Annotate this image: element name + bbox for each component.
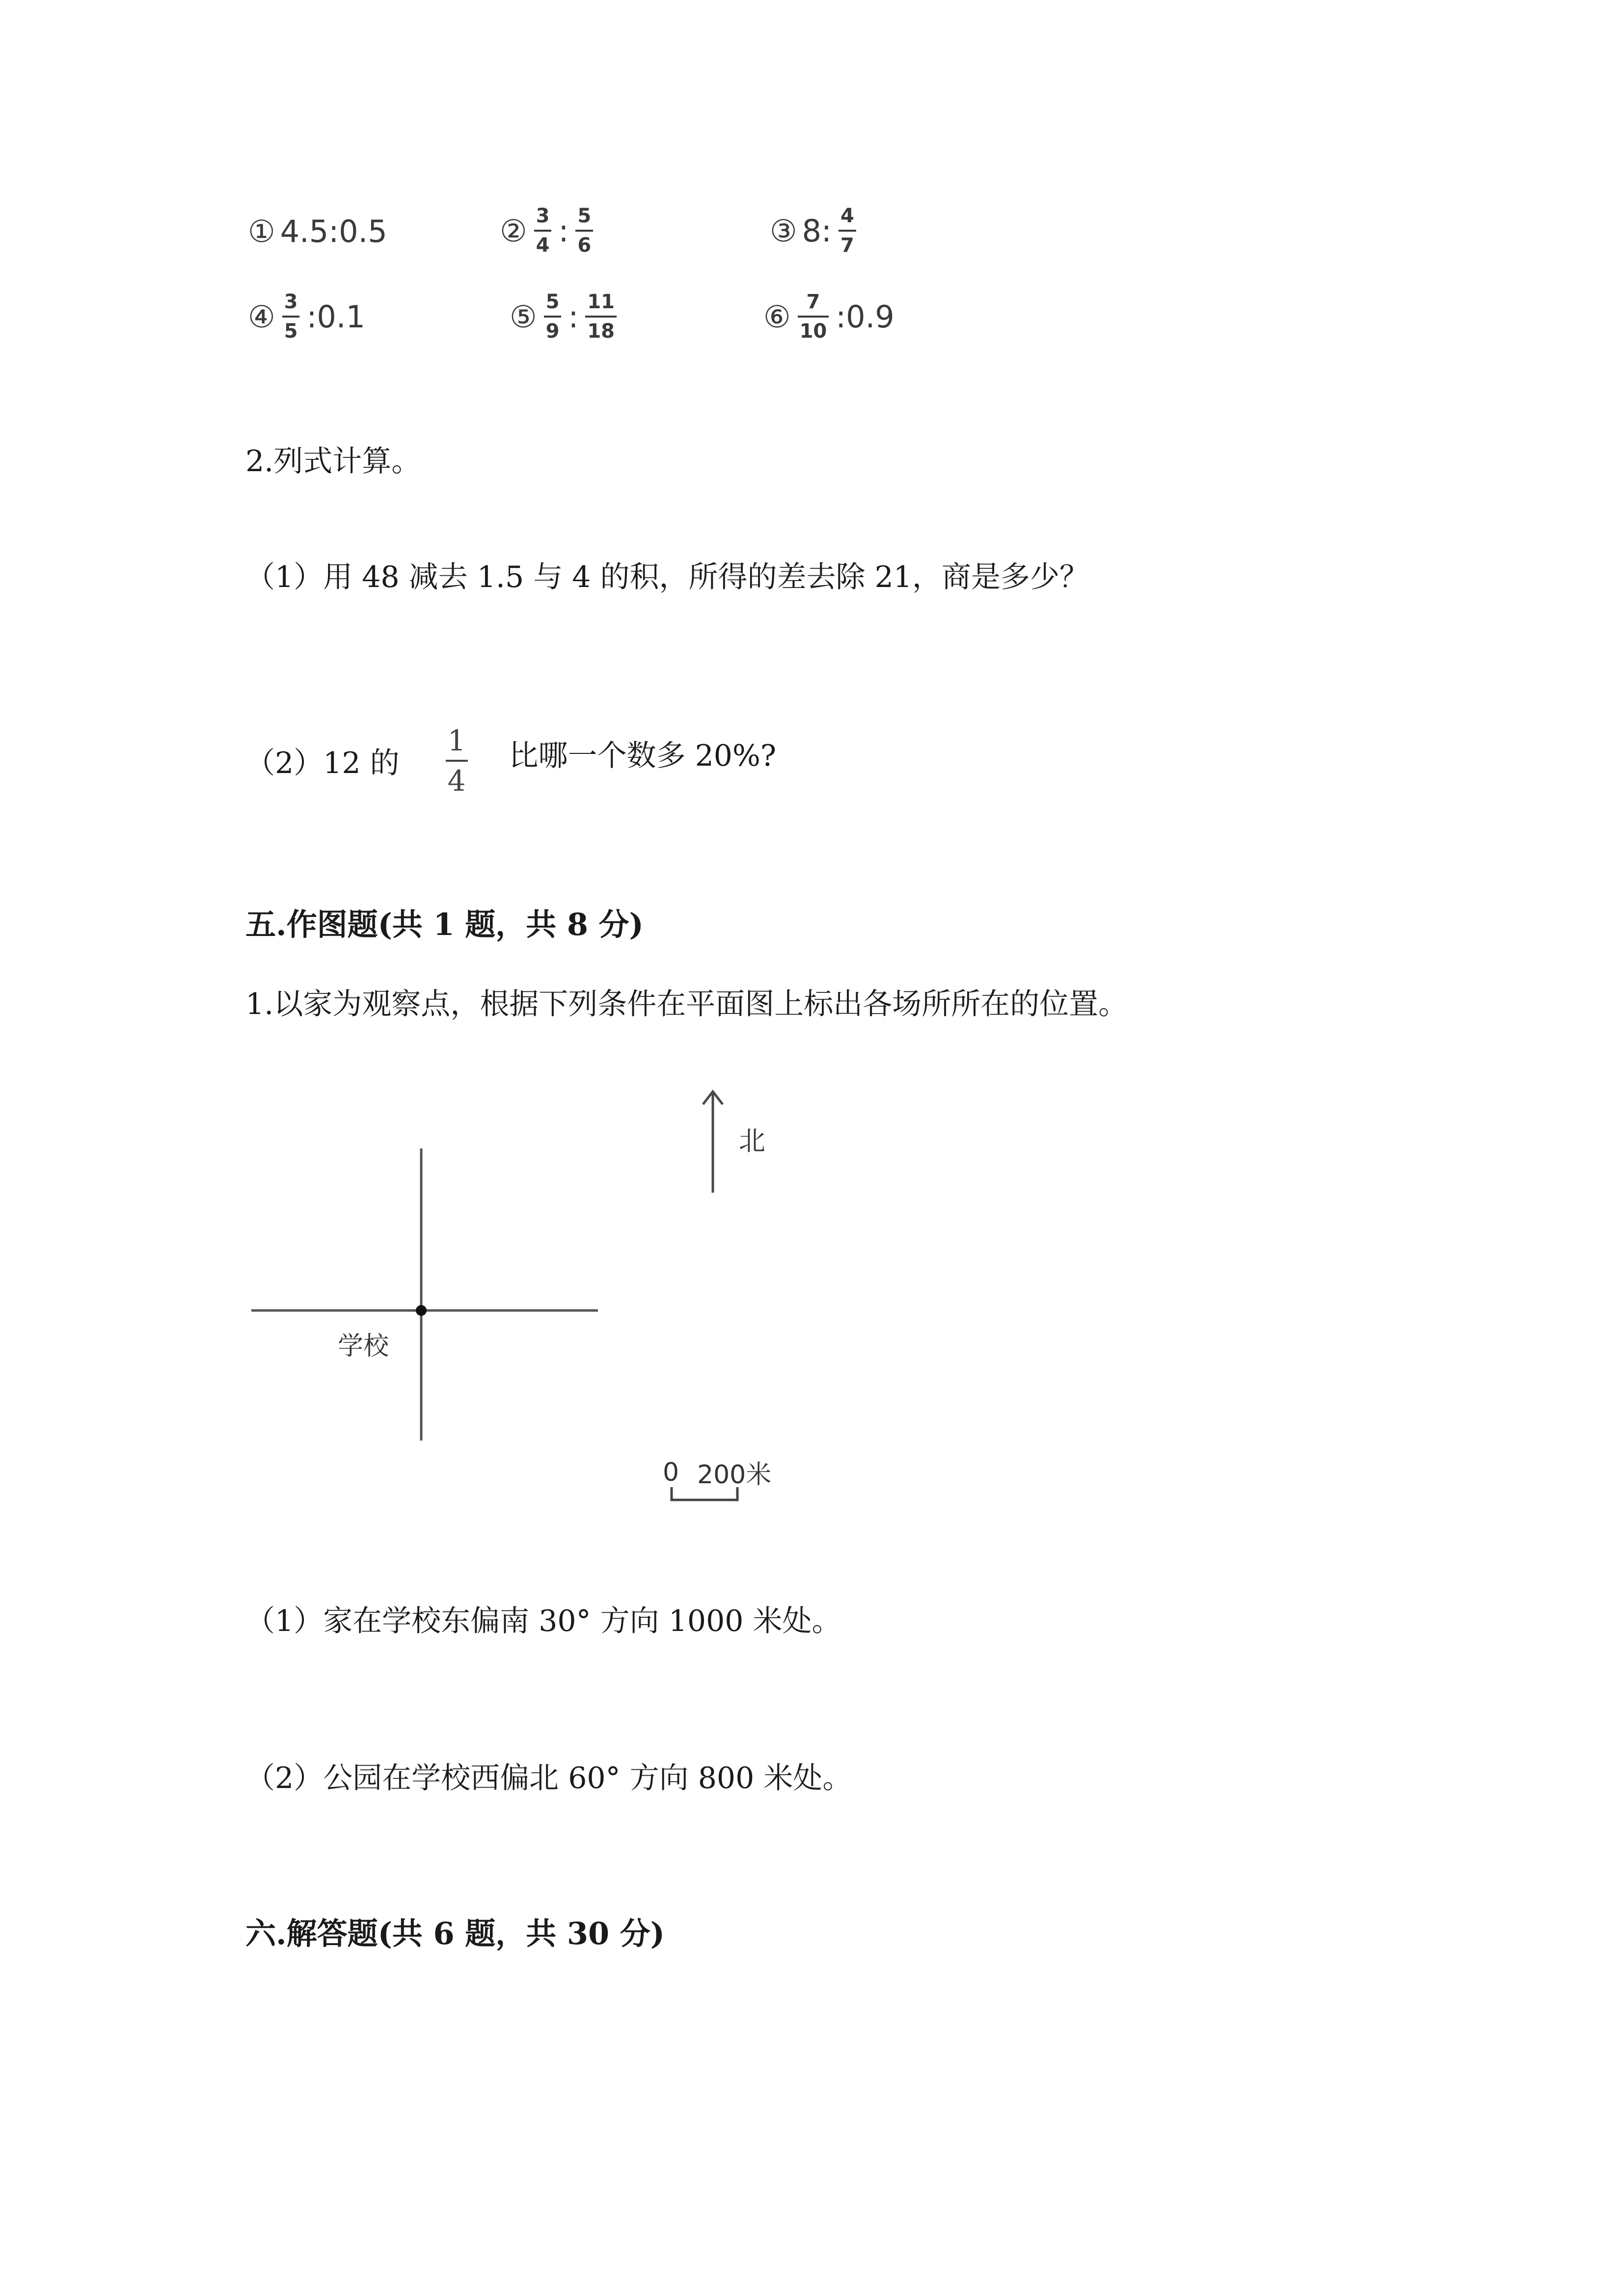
ratio-tail: :0.1 (306, 298, 365, 335)
question-2-title: 2.列式计算。 (245, 444, 421, 479)
ratio-item-3 (770, 206, 858, 255)
ratio-item-5 (510, 292, 619, 341)
north-arrow-head (703, 1092, 723, 1104)
ratio-marker: ④ (248, 298, 275, 335)
north-label: 北 (739, 1125, 765, 1156)
fraction-one-quarter: $\frac{1}{4}$ (444, 726, 470, 795)
fraction: $\frac{7}{10}$ (796, 292, 831, 341)
ratio-lead: 8: (802, 213, 832, 249)
section-5-sub-1: （1）家在学校东偏南 30° 方向 1000 米处。 (245, 1604, 841, 1638)
section-5-sub-2: （2）公园在学校西偏北 60° 方向 800 米处。 (245, 1761, 852, 1795)
scale-zero-label: 0 (663, 1458, 679, 1487)
school-label: 学校 (338, 1332, 389, 1361)
ratio-marker: ⑤ (510, 298, 537, 335)
section-6-heading: 六.解答题(共 6 题，共 30 分) (245, 1916, 665, 1951)
scale-distance-label: 200米 (697, 1460, 772, 1490)
ratio-marker: ⑥ (763, 298, 791, 335)
fraction: $\frac{3}{4}$ (532, 206, 554, 255)
ratio-tail: :0.9 (836, 298, 894, 335)
ratio-separator: : (558, 213, 569, 249)
ratio-item-1 (248, 214, 387, 249)
question-2-sub-2 (245, 724, 777, 798)
question-2-sub-1: （1）用 48 减去 1.5 与 4 的积，所得的差去除 21，商是多少？ (245, 560, 1089, 594)
ratio-item-6 (763, 292, 894, 341)
sub-2-prefix: （2）12 的 (245, 746, 400, 780)
ratio-separator: : (568, 298, 579, 335)
fraction: $\frac{4}{7}$ (837, 206, 858, 255)
fraction: $\frac{3}{5}$ (280, 292, 302, 341)
fraction: $\frac{11}{18}$ (583, 292, 619, 341)
ratio-marker: ① (248, 214, 275, 249)
ratio-marker: ② (500, 213, 527, 249)
sub-2-suffix: 比哪一个数多 20%? (509, 739, 777, 773)
fraction: $\frac{5}{6}$ (573, 206, 595, 255)
fraction: $\frac{5}{9}$ (542, 292, 564, 341)
ratio-expression: 4.5:0.5 (280, 214, 387, 249)
section-5-heading: 五.作图题(共 1 题，共 8 分) (245, 907, 644, 942)
ratio-marker: ③ (770, 213, 797, 249)
ratio-item-4 (248, 292, 365, 341)
section-5-question-1: 1.以家为观察点，根据下列条件在平面图上标出各场所所在的位置。 (245, 987, 1128, 1021)
school-point (416, 1305, 427, 1316)
ratio-item-2 (500, 206, 595, 255)
